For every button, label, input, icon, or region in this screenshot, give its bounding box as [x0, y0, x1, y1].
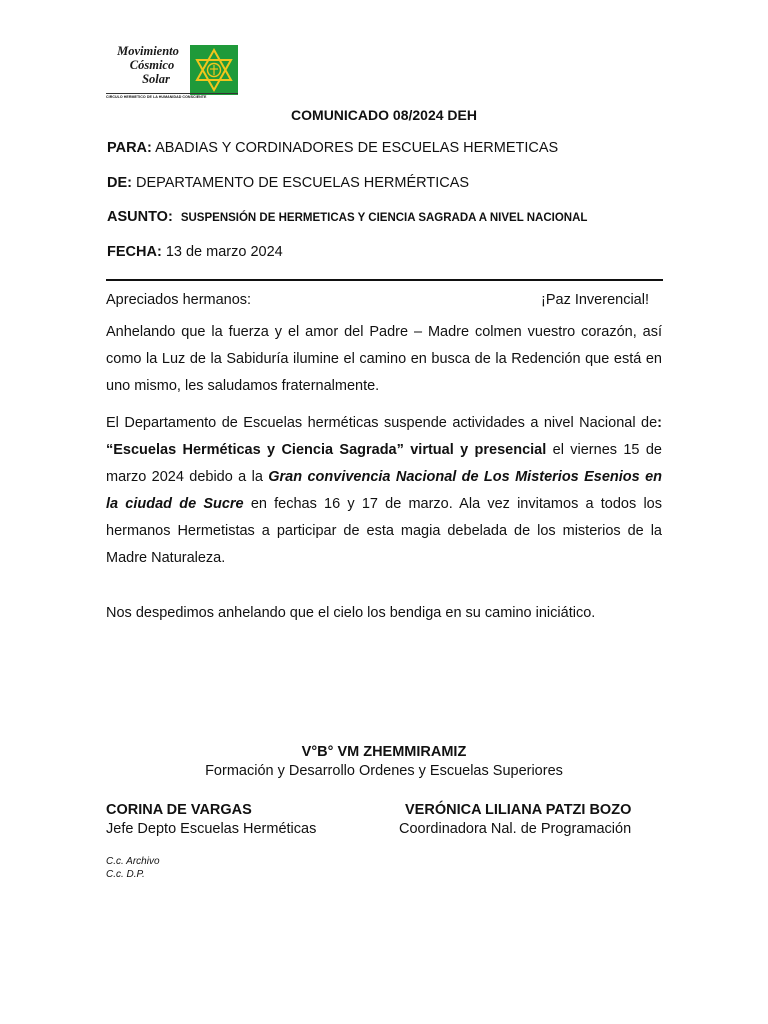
paragraph-2	[106, 410, 662, 572]
header-divider	[106, 279, 663, 281]
paragraph-3: Nos despedimos anhelando que el cielo los bendiga en su camino iniciático.	[106, 605, 596, 621]
logo-line-2: Cósmico	[129, 58, 175, 72]
from-field	[107, 175, 469, 191]
logo	[106, 44, 236, 98]
to-value: ABADIAS Y CORDINADORES DE ESCUELAS HERMETICAS	[155, 140, 559, 156]
cc-line-1: C.c. Archivo	[106, 856, 160, 867]
logo-line-1: Movimiento	[117, 44, 179, 58]
to-label: PARA:	[107, 140, 152, 156]
left-signatory-role: Jefe Depto Escuelas Herméticas	[106, 821, 317, 837]
vb-name: V°B° VM ZHEMMIRAMIZ	[301, 744, 467, 760]
document-title: COMUNICADO 08/2024 DEH	[291, 107, 477, 123]
date-label: FECHA:	[107, 244, 162, 260]
star-emblem-icon	[190, 45, 238, 95]
greeting-right: ¡Paz Inverencial!	[541, 292, 649, 308]
left-signatory-name: CORINA DE VARGAS	[106, 802, 252, 818]
date-field	[107, 244, 283, 260]
logo-subtitle: CIRCULO HERMETICO DE LA HUMANIDAD CONSCIENTE	[106, 93, 238, 99]
logo-wordmark	[106, 44, 192, 94]
cc-list	[106, 855, 160, 881]
paragraph-2-activities: “Escuelas Herméticas y Ciencia Sagrada” virtual y presencial	[106, 442, 547, 458]
subject-value: SUSPENSIÓN DE HERMETICAS Y CIENCIA SAGRADA A NIVEL NACIONAL	[180, 212, 588, 224]
vb-role: Formación y Desarrollo Ordenes y Escuelas Superiores	[205, 763, 563, 779]
right-signatory-role: Coordinadora Nal. de Programación	[399, 821, 632, 837]
right-signatory-name: VERÓNICA LILIANA PATZI BOZO	[405, 802, 632, 818]
to-field	[107, 140, 558, 156]
paragraph-1: Anhelando que la fuerza y el amor del Padre – Madre colmen vuestro corazón, así como la Luz de la Sabiduría ilumine el camino en busca de la Redención que está en uno mismo, les saludamos fraternalmente.	[106, 324, 662, 394]
subject-field	[107, 209, 587, 225]
date-value: 13 de marzo 2024	[165, 244, 283, 260]
paragraph-2-event: Gran convivencia Nacional de Los Misterios Esenios en la ciudad de Sucre	[106, 469, 662, 512]
from-value: DEPARTAMENTO DE ESCUELAS HERMÉRTICAS	[136, 175, 470, 191]
paragraph-2-intro: El Departamento de Escuelas herméticas suspende actividades a nivel Nacional de	[106, 415, 658, 431]
logo-line-3: Solar	[142, 72, 170, 86]
greeting-left: Apreciados hermanos:	[106, 292, 252, 308]
paragraph-2-colon: :	[657, 415, 662, 431]
subject-label: ASUNTO:	[107, 209, 173, 225]
paragraph-2-closing: en fechas 16 y 17 de marzo. Ala vez invitamos a todos los hermanos Hermetistas a participar de esta magia debelada de los misterios de la Madre Naturaleza.	[106, 496, 662, 566]
cc-line-2: C.c. D.P.	[106, 869, 145, 880]
paragraph-2-date: el viernes 15 de marzo 2024 debido a la	[106, 442, 662, 485]
from-label: DE:	[107, 175, 132, 191]
